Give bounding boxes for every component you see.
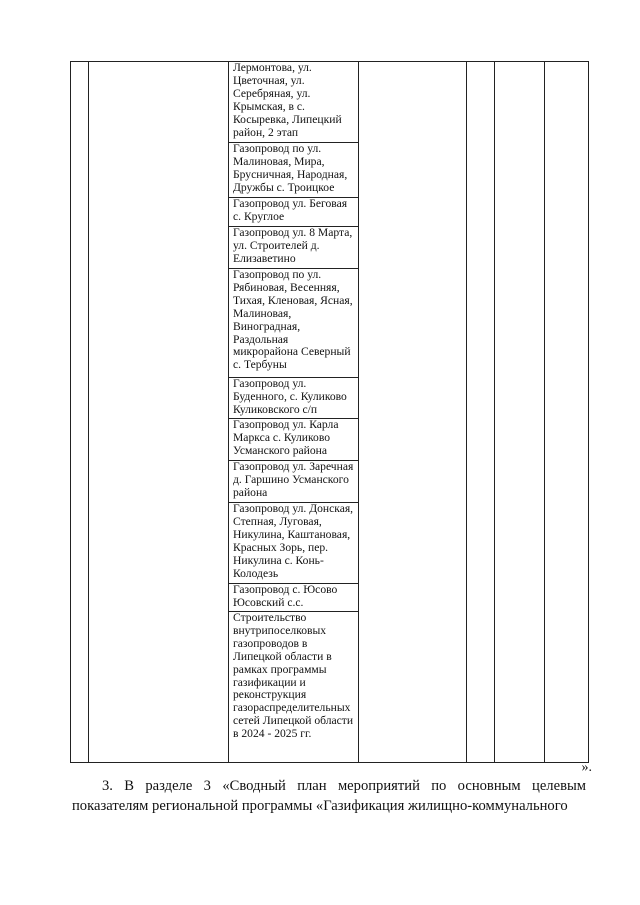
table-cell-object: Газопровод с. Юсово Юсовский с.с. bbox=[229, 584, 359, 612]
body-paragraph: 3. В разделе 3 «Сводный план мероприятий по основным целевым показателям региональной программы «Газификация жилищно-коммунального bbox=[72, 778, 586, 814]
measures-table bbox=[70, 61, 589, 763]
table-cell-empty bbox=[495, 62, 545, 763]
table-cell-object: Газопровод по ул. Рябиновая, Весенняя, Тихая, Кленовая, Ясная, Малиновая, Виноградная, Раздольная микрорайона Северный с. Тербуны bbox=[229, 269, 359, 378]
table-cell-object: Газопровод ул. Карла Маркса с. Куликово Усманского района bbox=[229, 419, 359, 461]
table-cell-empty bbox=[467, 62, 495, 763]
table-cell-object: Газопровод ул. Буденного, с. Куликово Куликовского с/п bbox=[229, 378, 359, 419]
table-cell-object: Газопровод ул. Беговая с. Круглое bbox=[229, 198, 359, 227]
table-cell-object: Газопровод ул. 8 Марта, ул. Строителей д. Елизаветино bbox=[229, 227, 359, 269]
table-cell-object: Газопровод ул. Донская, Степная, Луговая, Никулина, Каштановая, Красных Зорь, пер. Никулина с. Конь-Колодезь bbox=[229, 503, 359, 584]
table-cell-object: Лермонтова, ул. Цветочная, ул. Серебряная, ул. Крымская, в с. Косыревка, Липецкий район, 2 этап bbox=[229, 62, 359, 143]
table-cell-object: Газопровод ул. Заречная д. Гаршино Усманского района bbox=[229, 461, 359, 503]
table-cell-object: Газопровод по ул. Малиновая, Мира, Брусничная, Народная, Дружбы с. Троицкое bbox=[229, 143, 359, 198]
closing-quote: ». bbox=[581, 760, 592, 775]
table-cell-empty bbox=[89, 62, 229, 763]
table-cell-empty bbox=[359, 62, 467, 763]
table-cell-object: Строительство внутрипоселковых газопроводов в Липецкой области в рамках программы газификации и реконструкция газораспределительных сетей Липецкой области в 2024 - 2025 гг. bbox=[229, 612, 359, 763]
table-cell-empty bbox=[71, 62, 89, 763]
table-row bbox=[71, 62, 589, 143]
table-cell-empty bbox=[545, 62, 589, 763]
